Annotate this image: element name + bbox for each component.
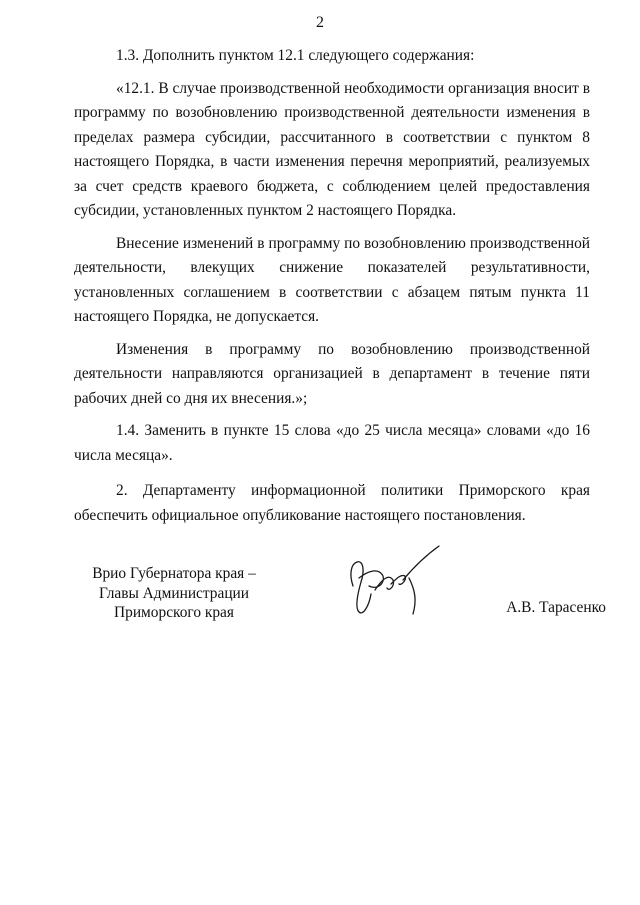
signatory-title-line: Врио Губернатора края – bbox=[92, 565, 256, 582]
document-body bbox=[74, 44, 590, 528]
signature-block bbox=[74, 564, 606, 634]
page-number: 2 bbox=[316, 14, 324, 31]
signatory-name: А.В. Тарасенко bbox=[506, 599, 606, 616]
signatory-title-line: Приморского края bbox=[114, 604, 234, 621]
paragraph-1-4: 1.4. Заменить в пункте 15 слова «до 25 числа месяца» словами «до 16 числа месяца». bbox=[74, 422, 590, 464]
paragraph-changes-submission: Изменения в программу по возобновлению производственной деятельности направляются организацией в департамент в течение пяти рабочих дней со дня их внесения.»; bbox=[74, 340, 590, 407]
paragraph-12-1: «12.1. В случае производственной необходимости организация вносит в программу по возобновлению производственной деятельности изменения в пределах размера субсидии, рассчитанного в соответствии с пунктом 8 настоящего Порядка, в части изменения перечня мероприятий, реализуемых за счет средств краевого бюджета, с соблюдением целей предоставления субсидии, установленных пунктом 2 настоящего Порядка. bbox=[74, 79, 590, 219]
paragraph-1-3: 1.3. Дополнить пунктом 12.1 следующего содержания: bbox=[116, 47, 475, 64]
signatory-title-line: Главы Администрации bbox=[98, 584, 250, 602]
handwritten-signature bbox=[339, 534, 449, 624]
paragraph-2: 2. Департаменту информационной политики Приморского края обеспечить официальное опубликование настоящего постановления. bbox=[74, 482, 590, 524]
paragraph-changes-prohibited: Внесение изменений в программу по возобновлению производственной деятельности, влекущих снижение показателей результативности, установленных соглашением в соответствии с абзацем пятым пункта 11 настоящего Порядка, не допускается. bbox=[74, 234, 590, 325]
signatory-title bbox=[74, 564, 274, 623]
